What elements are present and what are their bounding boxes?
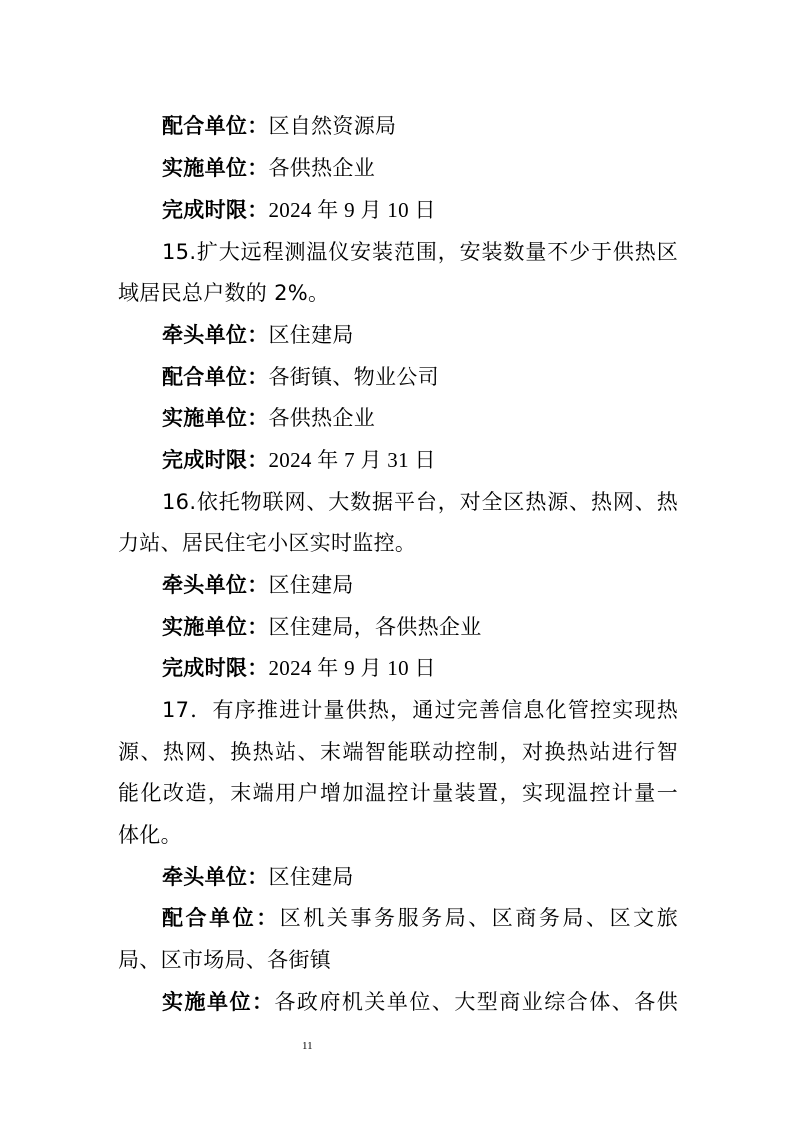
deadline-line: 完成时限：2024 年 9 月 10 日: [162, 656, 436, 680]
item-17-paragraph: 17．有序推进计量供热，通过完善信息化管控实现热: [162, 698, 678, 722]
deadline-line: 完成时限：2024 年 9 月 10 日: [162, 198, 436, 222]
item-17-paragraph-cont2: 能化改造，末端用户增加温控计量装置，实现温控计量一: [118, 781, 678, 805]
implementing-unit-line: 实施单位：区住建局，各供热企业: [162, 615, 482, 639]
cooperating-unit-line: 配合单位：区自然资源局: [162, 114, 397, 138]
item-16-paragraph: 16.依托物联网、大数据平台，对全区热源、热网、热: [162, 490, 678, 514]
lead-unit-line: 牵头单位：区住建局: [162, 323, 354, 347]
deadline-line: 完成时限：2024 年 7 月 31 日: [162, 448, 436, 472]
cooperating-unit-line: 配合单位：区机关事务服务局、区商务局、区文旅: [162, 906, 679, 930]
item-17-paragraph-cont: 源、热网、换热站、末端智能联动控制，对换热站进行智: [118, 740, 678, 764]
cooperating-unit-line-cont: 局、区市场局、各街镇: [118, 948, 331, 972]
page-number: 11: [302, 1040, 313, 1052]
item-17-paragraph-cont3: 体化。: [118, 823, 182, 847]
implementing-unit-line: 实施单位：各供热企业: [162, 406, 375, 430]
item-16-paragraph-cont: 力站、居民住宅小区实时监控。: [118, 531, 417, 555]
item-15-paragraph-cont: 域居民总户数的 2%。: [118, 281, 330, 305]
implementing-unit-line: 实施单位：各供热企业: [162, 156, 375, 180]
implementing-unit-line: 实施单位：各政府机关单位、大型商业综合体、各供: [162, 990, 678, 1014]
item-15-paragraph: 15.扩大远程测温仪安装范围，安装数量不少于供热区: [162, 240, 678, 264]
lead-unit-line: 牵头单位：区住建局: [162, 573, 354, 597]
lead-unit-line: 牵头单位：区住建局: [162, 865, 354, 889]
cooperating-unit-line: 配合单位：各街镇、物业公司: [162, 365, 439, 389]
